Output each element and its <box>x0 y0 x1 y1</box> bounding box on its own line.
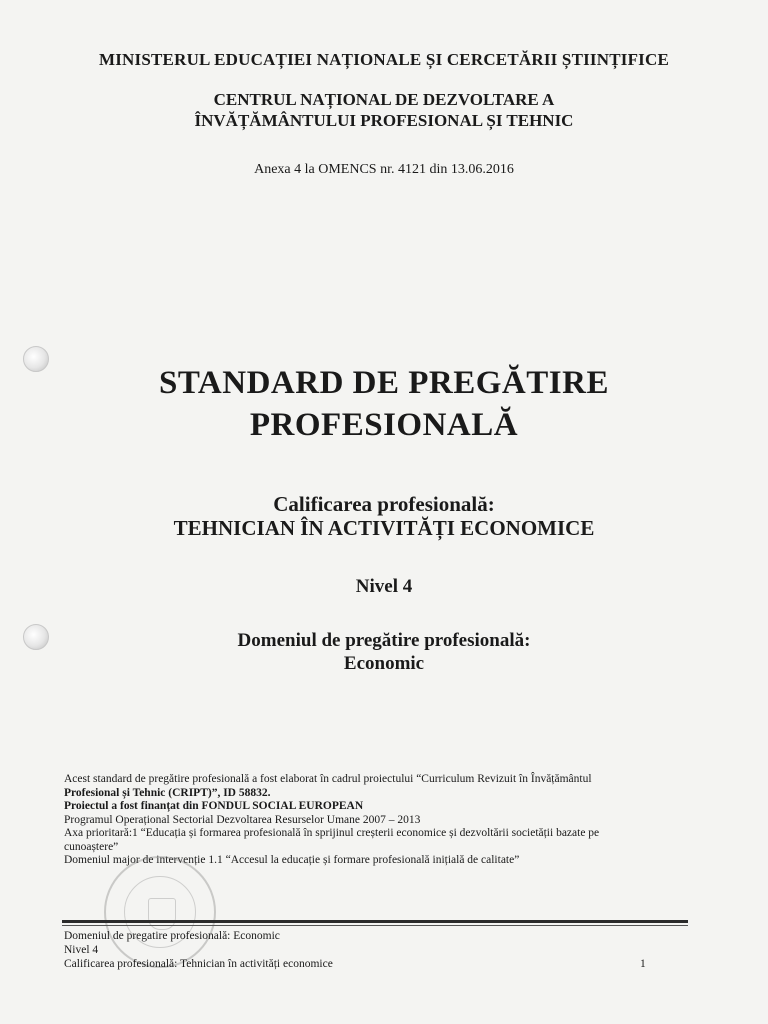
project-info-line1: Acest standard de pregătire profesională a fost elaborat în cadrul proiectului “Curriculum Revizuit în Învățământul <box>64 773 592 785</box>
annex-reference: Anexa 4 la OMENCS nr. 4121 din 13.06.2016 <box>254 162 514 177</box>
project-info-line6: cunoaștere” <box>64 840 119 853</box>
footer-domain: Domeniul de pregatire profesională: Economic <box>64 930 280 942</box>
project-info-line7: Domeniul major de intervenție 1.1 “Accesul la educație și formare profesională inițială de calitate” <box>64 854 520 866</box>
level-label: Nivel 4 <box>355 576 413 597</box>
ministry-heading: MINISTERUL EDUCAȚIEI NAȚIONALE ȘI CERCETĂRII ȘTIINȚIFICE <box>99 50 669 69</box>
project-info-line3: Proiectul a fost finanțat din FONDUL SOCIAL EUROPEAN <box>64 800 364 812</box>
centre-heading-line2: ÎNVĂȚĂMÂNTULUI PROFESIONAL ȘI TEHNIC <box>194 111 574 130</box>
footer-level: Nivel 4 <box>64 944 99 956</box>
project-info-line5: Axa prioritară:1 “Educația și formarea profesională în sprijinul creșterii economice și dezvoltării societății bazate pe <box>64 827 600 839</box>
project-info <box>64 773 704 868</box>
footer-divider <box>62 920 688 923</box>
qualification-label: Calificarea profesională: <box>273 492 495 516</box>
document-title-line1: STANDARD DE PREGĂTIRE <box>159 365 609 401</box>
domain-name: Economic <box>343 653 425 674</box>
footer <box>64 929 684 971</box>
domain-label: Domeniul de pregătire profesională: <box>237 630 531 651</box>
centre-heading-line1: CENTRUL NAȚIONAL DE DEZVOLTARE A <box>213 90 555 109</box>
project-info-line2: Profesional și Tehnic (CRIPT)”, ID 58832. <box>64 786 271 799</box>
footer-divider-thin <box>62 925 688 926</box>
qualification-name: TEHNICIAN ÎN ACTIVITĂȚI ECONOMICE <box>173 516 595 540</box>
document-title-line2: PROFESIONALĂ <box>249 407 519 443</box>
page-number: 1 <box>640 958 646 970</box>
footer-qualification: Calificarea profesională: Tehnician în activități economice <box>64 958 333 970</box>
project-info-line4: Programul Operațional Sectorial Dezvoltarea Resurselor Umane 2007 – 2013 <box>64 813 421 826</box>
